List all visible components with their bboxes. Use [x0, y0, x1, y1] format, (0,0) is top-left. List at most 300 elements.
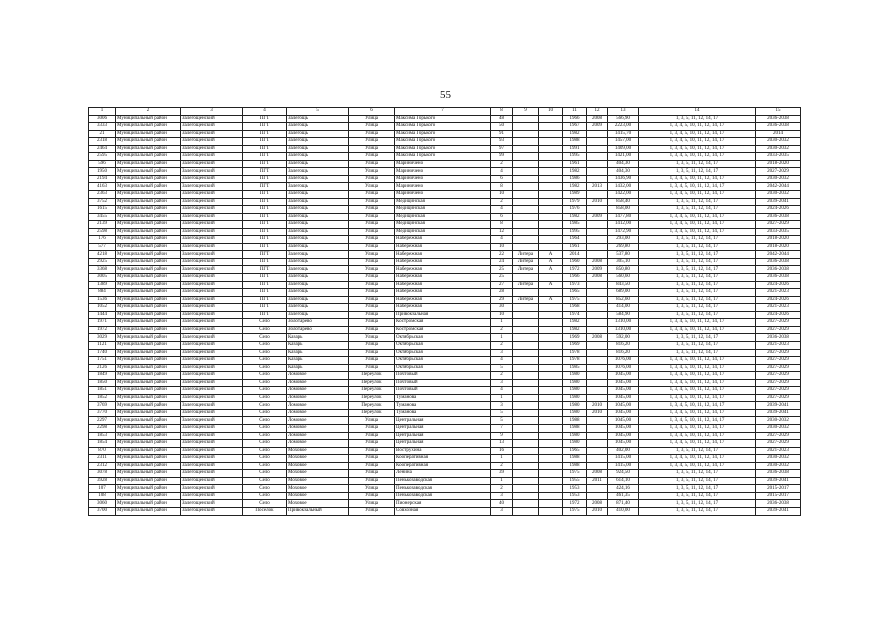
table-cell: 1964 — [563, 236, 587, 244]
table-cell — [513, 379, 539, 387]
table-cell: Муниципальный район — [116, 123, 181, 131]
table-cell: 2030-2032 — [756, 417, 801, 425]
table-cell: Залегощь — [287, 289, 349, 297]
table-cell: 7 — [491, 424, 513, 432]
table-cell: 25 — [491, 266, 513, 274]
table-cell: 50 — [491, 123, 513, 131]
table-cell — [539, 138, 563, 146]
table-cell: 1045,00 — [608, 372, 639, 380]
table-cell: 1969 — [563, 334, 587, 342]
table-cell: 1, 3, 4, 5, 10, 11, 12, 14, 17 — [639, 394, 756, 402]
table-cell: 2 — [491, 198, 513, 206]
table-cell: Залегощь — [287, 175, 349, 183]
table-cell: 2223,00 — [608, 123, 639, 131]
table-cell — [539, 387, 563, 395]
table-cell: ПГТ — [243, 168, 287, 176]
table-cell: 2027-2029 — [756, 319, 801, 327]
table-cell: Село — [243, 349, 287, 357]
table-cell — [513, 191, 539, 199]
table-cell — [539, 424, 563, 432]
table-cell — [513, 485, 539, 493]
table-cell: Литера — [513, 258, 539, 266]
table-cell: 1432,00 — [608, 183, 639, 191]
table-cell: 30 — [491, 304, 513, 312]
table-row — [89, 357, 801, 365]
table-cell: 3 — [491, 379, 513, 387]
table-cell: 1751 — [89, 357, 116, 365]
table-cell: Муниципальный район — [116, 183, 181, 191]
table-cell — [539, 326, 563, 334]
table-cell: 537,80 — [608, 251, 639, 259]
table-cell: 1, 3, 5, 11, 12, 14, 17 — [639, 507, 756, 515]
table-cell: 1, 3, 4, 5, 10, 11, 12, 14, 17 — [639, 440, 756, 448]
table-cell: 1, 3, 5, 11, 12, 14, 17 — [639, 447, 756, 455]
table-cell: Ломовое — [287, 372, 349, 380]
table-cell: Почтовый — [395, 372, 491, 380]
table-cell: 689,00 — [608, 289, 639, 297]
table-cell: Ломовое — [287, 402, 349, 410]
table-row — [89, 394, 801, 402]
table-row — [89, 432, 801, 440]
table-cell: 1972 — [89, 326, 116, 334]
table-cell — [513, 357, 539, 365]
table-row — [89, 462, 801, 470]
table-cell: А — [539, 266, 563, 274]
table-cell: Улица — [349, 334, 395, 342]
table-cell — [513, 432, 539, 440]
table-row — [89, 175, 801, 183]
table-row — [89, 145, 801, 153]
table-cell: 1988 — [563, 455, 587, 463]
table-cell: Литера — [513, 296, 539, 304]
table-cell — [587, 485, 608, 493]
table-cell: 1045,00 — [608, 417, 639, 425]
table-cell: 1980 — [563, 402, 587, 410]
table-cell: 1980 — [563, 432, 587, 440]
table-cell: 1415,00 — [608, 455, 639, 463]
table-cell: 1045,00 — [608, 402, 639, 410]
table-cell: Муниципальный район — [116, 296, 181, 304]
table-cell — [539, 379, 563, 387]
table-cell: Переулок — [349, 409, 395, 417]
column-number-cell: 2 — [116, 108, 181, 116]
table-cell: ПГТ — [243, 160, 287, 168]
table-cell: 1982 — [563, 213, 587, 221]
table-cell: 461,35 — [608, 492, 639, 500]
table-cell: ПГТ — [243, 243, 287, 251]
table-cell: 1, 3, 4, 5, 10, 11, 12, 14, 17 — [639, 319, 756, 327]
table-cell — [539, 311, 563, 319]
table-cell: 1, 3, 4, 5, 10, 11, 12, 14, 17 — [639, 153, 756, 161]
table-cell: ПГТ — [243, 115, 287, 123]
table-cell: Ломовое — [287, 394, 349, 402]
table-cell: 2009 — [587, 266, 608, 274]
table-cell: Муниципальный район — [116, 274, 181, 282]
table-row — [89, 115, 801, 123]
table-cell: Залегощенский — [181, 349, 243, 357]
table-cell: Залегощь — [287, 115, 349, 123]
table-cell: 1980 — [563, 372, 587, 380]
table-cell — [513, 447, 539, 455]
table-cell: Муниципальный район — [116, 417, 181, 425]
table-cell: Муниципальный район — [116, 198, 181, 206]
table-cell — [539, 206, 563, 214]
table-cell: 1975 — [563, 470, 587, 478]
table-cell: 1978 — [563, 349, 587, 357]
table-cell — [539, 455, 563, 463]
table-cell: ПГТ — [243, 304, 287, 312]
table-cell: 4 — [491, 206, 513, 214]
table-cell: Село — [243, 334, 287, 342]
table-cell: 1310,00 — [608, 326, 639, 334]
table-cell: Залегощенский — [181, 206, 243, 214]
table-cell: Улица — [349, 485, 395, 493]
table-cell: 1982 — [563, 326, 587, 334]
table-cell — [513, 387, 539, 395]
table-cell: Муниципальный район — [116, 258, 181, 266]
table-cell: Залегощенский — [181, 130, 243, 138]
table-cell: Залегощенский — [181, 221, 243, 229]
table-cell: 816,20 — [608, 349, 639, 357]
table-cell: 1967 — [563, 123, 587, 131]
table-cell: Набережная — [395, 274, 491, 282]
table-cell: Моховое — [287, 455, 349, 463]
table-cell: Мариничено — [395, 160, 491, 168]
table-cell: 1, 3, 5, 11, 12, 14, 17 — [639, 500, 756, 508]
table-cell: Моховое — [287, 447, 349, 455]
table-cell: 39 — [491, 470, 513, 478]
table-row — [89, 138, 801, 146]
table-cell: Улица — [349, 206, 395, 214]
table-cell: ПГТ — [243, 236, 287, 244]
table-cell: 1973 — [563, 281, 587, 289]
table-cell: Село — [243, 424, 287, 432]
table-cell: 21 — [89, 130, 116, 138]
table-cell: Залегощенский — [181, 251, 243, 259]
table-cell: 1 — [491, 319, 513, 327]
table-cell — [513, 462, 539, 470]
table-cell: Залегощь — [287, 183, 349, 191]
table-row — [89, 417, 801, 425]
table-cell — [539, 492, 563, 500]
table-cell — [539, 115, 563, 123]
table-cell — [587, 281, 608, 289]
table-cell: Село — [243, 409, 287, 417]
table-cell: 3455 — [89, 213, 116, 221]
table-cell: Залегощенский — [181, 153, 243, 161]
table-cell: 1985 — [563, 221, 587, 229]
table-row — [89, 289, 801, 297]
table-cell: 1, 3, 4, 5, 10, 11, 12, 14, 17 — [639, 183, 756, 191]
table-cell: Ломовое — [287, 387, 349, 395]
table-cell: 22 — [491, 251, 513, 259]
table-cell — [587, 379, 608, 387]
table-cell — [539, 183, 563, 191]
table-cell: Переулок — [349, 394, 395, 402]
table-cell: Залегощенский — [181, 409, 243, 417]
table-cell: Моховое — [287, 500, 349, 508]
table-cell: 2311 — [89, 455, 116, 463]
table-cell: 5 — [491, 417, 513, 425]
table-cell: 1421,00 — [608, 153, 639, 161]
table-row — [89, 447, 801, 455]
table-cell: 24 — [491, 258, 513, 266]
table-cell: 2021-2023 — [756, 289, 801, 297]
table-cell: 2030-2032 — [756, 175, 801, 183]
table-cell: 2297 — [89, 417, 116, 425]
table-cell: Улица — [349, 304, 395, 312]
table-cell: 924,50 — [608, 470, 639, 478]
table-cell: Залегощенский — [181, 281, 243, 289]
table-cell — [539, 319, 563, 327]
table-cell: 2008 — [587, 334, 608, 342]
table-cell: Пионерская — [395, 500, 491, 508]
table-cell — [587, 304, 608, 312]
table-cell — [587, 357, 608, 365]
table-cell: Улица — [349, 507, 395, 515]
table-cell — [539, 213, 563, 221]
table-row — [89, 379, 801, 387]
table-cell — [539, 349, 563, 357]
table-cell: Муниципальный район — [116, 243, 181, 251]
table-cell: Залегощенский — [181, 296, 243, 304]
column-number-row — [89, 108, 801, 116]
table-cell: 1950 — [89, 168, 116, 176]
table-cell: 1965 — [563, 447, 587, 455]
table-cell: 2030-2032 — [756, 462, 801, 470]
table-cell: Казарь — [287, 334, 349, 342]
table-row — [89, 160, 801, 168]
table-cell: 1953 — [563, 485, 587, 493]
table-cell: 1, 3, 4, 5, 10, 11, 12, 14, 17 — [639, 462, 756, 470]
table-cell — [587, 138, 608, 146]
table-cell: Муниципальный район — [116, 462, 181, 470]
table-cell: Пенькозаводская — [395, 477, 491, 485]
table-cell: 1995 — [563, 228, 587, 236]
table-cell: 2018-2020 — [756, 236, 801, 244]
table-cell — [587, 228, 608, 236]
table-cell: Залегощь — [287, 304, 349, 312]
table-cell: Залегощь — [287, 236, 349, 244]
table-cell: 269,80 — [608, 243, 639, 251]
page-number: 55 — [440, 89, 451, 101]
table-cell: 2039-2041 — [756, 409, 801, 417]
table-cell: ПГТ — [243, 145, 287, 153]
column-number-cell: 15 — [756, 108, 801, 116]
table-cell — [587, 251, 608, 259]
table-cell — [513, 123, 539, 131]
table-cell: 2030-2032 — [756, 455, 801, 463]
table-cell — [587, 160, 608, 168]
table-cell — [513, 326, 539, 334]
table-cell: 1415,70 — [608, 130, 639, 138]
column-number-cell: 8 — [491, 108, 513, 116]
table-cell — [587, 455, 608, 463]
table-cell: 2015-2017 — [756, 485, 801, 493]
table-cell: 1 — [491, 394, 513, 402]
table-cell: 1849 — [89, 372, 116, 380]
table-cell: Муниципальный район — [116, 432, 181, 440]
table-cell: Набережная — [395, 243, 491, 251]
table-cell: Улица — [349, 258, 395, 266]
table-cell: Муниципальный район — [116, 500, 181, 508]
table-cell: 1, 3, 5, 11, 12, 14, 17 — [639, 485, 756, 493]
table-cell: 16 — [491, 447, 513, 455]
table-row — [89, 266, 801, 274]
table-cell: 3752 — [89, 198, 116, 206]
table-cell: Залегощенский — [181, 145, 243, 153]
table-cell: Залегощенский — [181, 175, 243, 183]
table-cell: Залегощь — [287, 213, 349, 221]
table-cell — [587, 145, 608, 153]
table-cell: 2126 — [89, 364, 116, 372]
table-cell: 2039-2041 — [756, 198, 801, 206]
table-cell — [539, 394, 563, 402]
table-cell: Залегощенский — [181, 477, 243, 485]
table-cell — [513, 349, 539, 357]
table-cell: Залегощенский — [181, 432, 243, 440]
table-cell: ПГТ — [243, 266, 287, 274]
table-cell: 1615 — [89, 206, 116, 214]
table-cell: 3 — [491, 349, 513, 357]
table-cell: Залегощенский — [181, 243, 243, 251]
table-cell: Муниципальный район — [116, 319, 181, 327]
table-cell: 28 — [491, 289, 513, 297]
table-cell: 3368 — [89, 266, 116, 274]
table-cell: Муниципальный район — [116, 168, 181, 176]
table-cell: 2024-2026 — [756, 206, 801, 214]
table-cell: 2027-2029 — [756, 168, 801, 176]
table-cell — [587, 447, 608, 455]
table-row — [89, 372, 801, 380]
table-cell: Улица — [349, 236, 395, 244]
table-cell: 1988 — [563, 138, 587, 146]
table-cell: Вострухина — [395, 447, 491, 455]
table-cell: 1, 3, 4, 5, 10, 11, 12, 14, 17 — [639, 432, 756, 440]
table-cell: Улица — [349, 168, 395, 176]
table-cell: Улица — [349, 447, 395, 455]
table-cell: 1, 3, 4, 5, 10, 11, 12, 14, 17 — [639, 130, 756, 138]
table-cell: 2033-2035 — [756, 153, 801, 161]
table-cell: Залегощенский — [181, 289, 243, 297]
table-cell: ПГТ — [243, 296, 287, 304]
table-cell: А — [539, 258, 563, 266]
column-number-cell: 9 — [513, 108, 539, 116]
table-cell — [587, 387, 608, 395]
table-cell: 1980 — [563, 409, 587, 417]
table-cell: Муниципальный район — [116, 394, 181, 402]
table-cell: 1989 — [563, 191, 587, 199]
table-cell: 1968 — [563, 304, 587, 312]
table-cell: Улица — [349, 440, 395, 448]
table-cell — [513, 424, 539, 432]
table-cell: Максима Горького — [395, 145, 491, 153]
table-cell: 1982 — [563, 319, 587, 327]
table-cell: Залегощенский — [181, 228, 243, 236]
table-cell — [539, 168, 563, 176]
table-cell: Залегощь — [287, 123, 349, 131]
table-cell: 1, 3, 5, 11, 12, 14, 17 — [639, 206, 756, 214]
table-cell: Набережная — [395, 266, 491, 274]
table-cell: 1045,00 — [608, 387, 639, 395]
housing-register-table — [88, 107, 801, 516]
table-cell: 1965 — [563, 289, 587, 297]
table-cell: Ломовое — [287, 432, 349, 440]
table-cell: Село — [243, 372, 287, 380]
table-cell — [513, 115, 539, 123]
table-cell — [587, 206, 608, 214]
table-cell: 1, 3, 4, 5, 10, 11, 12, 14, 17 — [639, 455, 756, 463]
table-row — [89, 387, 801, 395]
table-cell: Медицинская — [395, 221, 491, 229]
table-cell: 1121 — [89, 341, 116, 349]
table-cell: Ломовое — [287, 417, 349, 425]
table-cell: 2298 — [89, 424, 116, 432]
table-cell: 1961 — [563, 243, 587, 251]
table-cell — [513, 304, 539, 312]
table-cell: 1852 — [89, 394, 116, 402]
table-cell: 4218 — [89, 251, 116, 259]
table-cell — [513, 364, 539, 372]
table-cell: 1982 — [563, 130, 587, 138]
table-cell: 424,16 — [608, 485, 639, 493]
table-cell: 93 — [491, 138, 513, 146]
table-cell — [539, 304, 563, 312]
table-cell: Моховое — [287, 477, 349, 485]
table-cell: 1972 — [563, 500, 587, 508]
table-cell — [513, 334, 539, 342]
table-cell: 1, 3, 5, 11, 12, 14, 17 — [639, 274, 756, 282]
table-cell: ПГТ — [243, 213, 287, 221]
table-cell: Улица — [349, 198, 395, 206]
table-cell — [539, 153, 563, 161]
table-row — [89, 326, 801, 334]
table-cell: 1, 3, 5, 11, 12, 14, 17 — [639, 258, 756, 266]
table-cell: 1, 3, 5, 11, 12, 14, 17 — [639, 492, 756, 500]
table-cell — [587, 394, 608, 402]
table-cell: ПГТ — [243, 281, 287, 289]
table-cell: Набережная — [395, 304, 491, 312]
table-cell: 27 — [491, 281, 513, 289]
table-cell: 4 — [491, 387, 513, 395]
table-cell: Село — [243, 379, 287, 387]
table-cell: Казарь — [287, 349, 349, 357]
table-cell: 6 — [491, 175, 513, 183]
table-cell: Муниципальный район — [116, 266, 181, 274]
table-cell: 2027-2029 — [756, 379, 801, 387]
table-row — [89, 258, 801, 266]
table-cell: Залегощенский — [181, 462, 243, 470]
table-cell: Улица — [349, 228, 395, 236]
table-cell: Моховое — [287, 470, 349, 478]
table-cell: Муниципальный район — [116, 447, 181, 455]
table-cell: Залегощенский — [181, 266, 243, 274]
table-cell: 9 — [491, 432, 513, 440]
table-cell: 1, 3, 5, 11, 12, 14, 17 — [639, 289, 756, 297]
table-cell: Залегощь — [287, 160, 349, 168]
table-cell: Октябрьская — [395, 364, 491, 372]
table-cell: Максима Горького — [395, 138, 491, 146]
table-cell: Село — [243, 432, 287, 440]
table-cell: 1982 — [563, 168, 587, 176]
table-cell: Муниципальный район — [116, 364, 181, 372]
table-cell: Муниципальный район — [116, 492, 181, 500]
table-cell: 2021-2023 — [756, 447, 801, 455]
table-row — [89, 424, 801, 432]
table-cell: 1972 — [563, 266, 587, 274]
table-row — [89, 130, 801, 138]
column-number-cell: 3 — [181, 108, 243, 116]
